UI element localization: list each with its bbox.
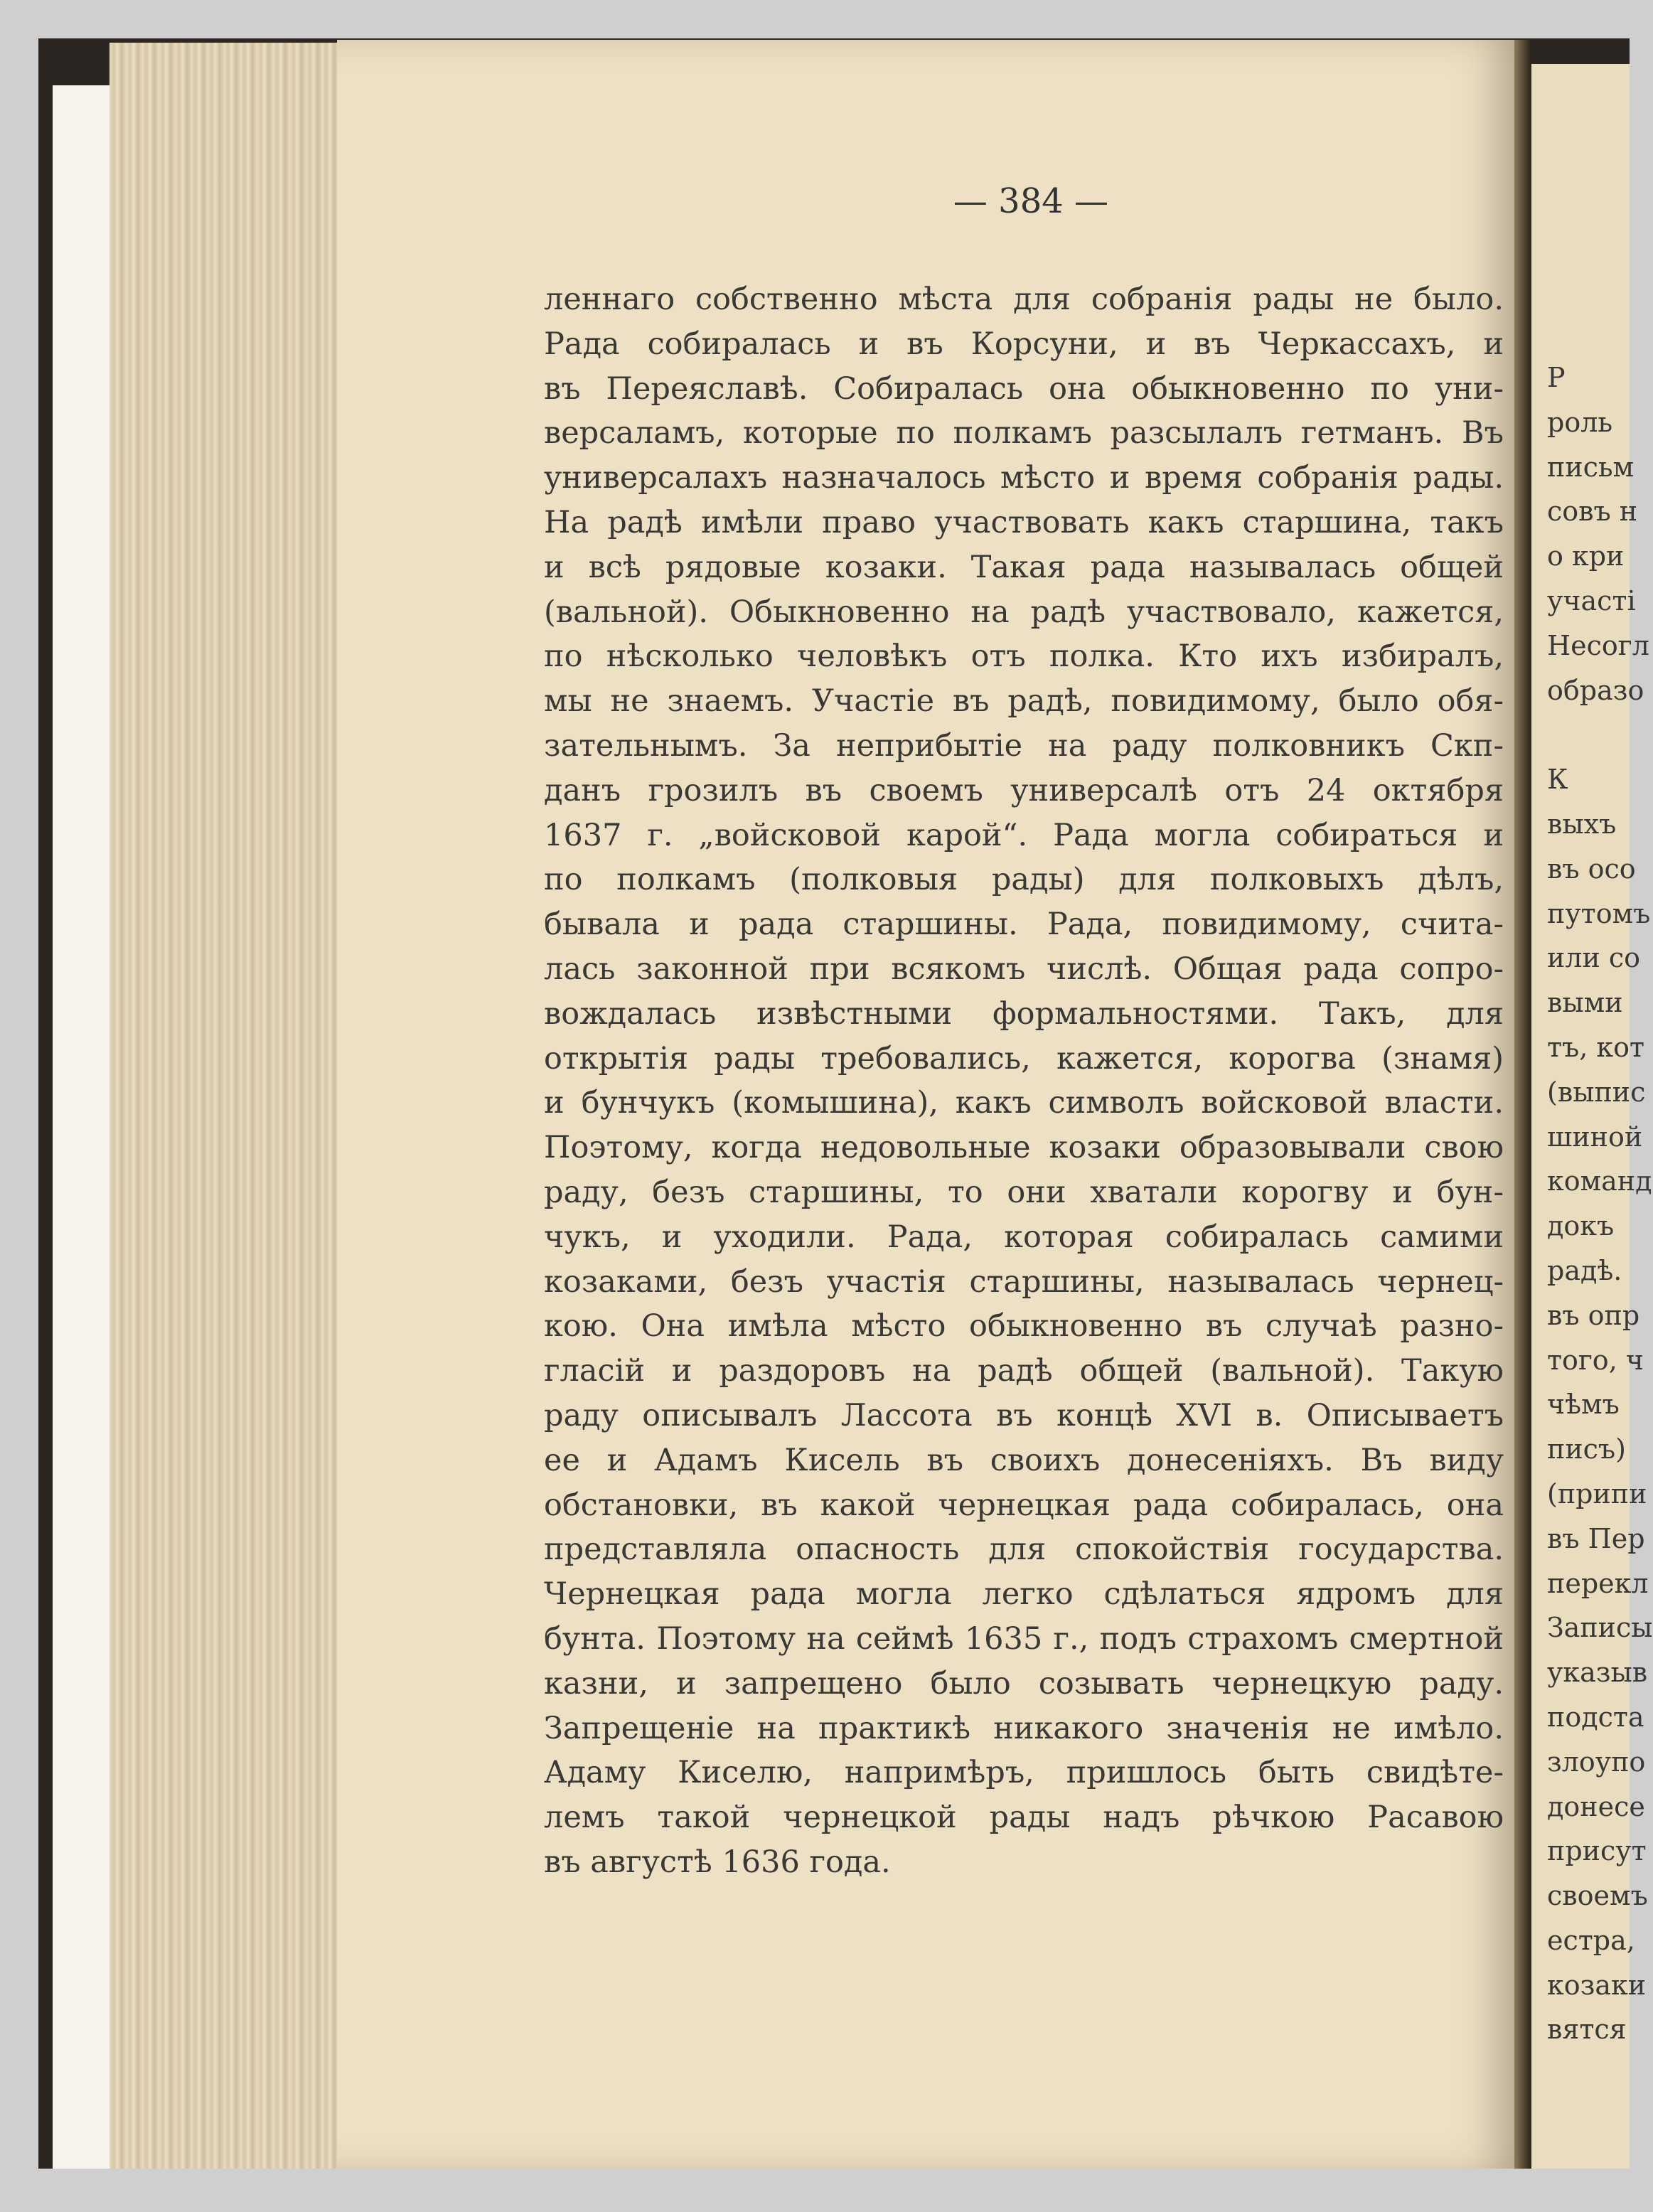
text-line: Адаму Киселю, напримѣръ, пришлось быть свидѣте- xyxy=(544,1755,1504,1791)
right-page-line: докъ xyxy=(1547,1210,1615,1242)
text-line: бывала и рада старшины. Рада, повидимому, счита- xyxy=(544,907,1504,943)
right-page-line: Р xyxy=(1547,362,1566,393)
right-page-line: въ осо xyxy=(1547,853,1636,885)
text-line: гласій и раздоровъ на радѣ общей (вальной). Такую xyxy=(544,1353,1504,1389)
text-line: Запрещеніе на практикѣ никакого значенія не имѣло. xyxy=(544,1710,1504,1746)
right-page-text xyxy=(1531,356,1653,2052)
text-line: и бунчукъ (комышина), какъ символъ войсковой власти. xyxy=(544,1085,1504,1121)
text-line: мы не знаемъ. Участіе въ радѣ, повидимому, было обя- xyxy=(544,683,1504,720)
text-line: Рада собиралась и въ Корсуни, и въ Черкассахъ, и xyxy=(544,326,1504,362)
text-line: зательнымъ. За неприбытіе на раду полковникъ Скп- xyxy=(544,727,1504,764)
text-line: казни, и запрещено было созывать чернецкую раду. xyxy=(544,1665,1504,1701)
right-page-line: участі xyxy=(1547,584,1636,616)
right-page-line: чѣмъ xyxy=(1547,1389,1620,1421)
text-line: раду, безъ старшины, то они хватали корогву и бун- xyxy=(544,1174,1504,1210)
right-page-line: Несогл xyxy=(1547,629,1649,661)
text-line: бунта. Поэтому на сеймѣ 1635 г., подъ страхомъ смертной xyxy=(544,1620,1504,1657)
right-page-line: писъ) xyxy=(1547,1433,1626,1465)
right-page-line: въ Пер xyxy=(1547,1522,1645,1554)
right-page-line xyxy=(1531,712,1653,757)
right-page-line: того, ч xyxy=(1547,1344,1644,1376)
right-page-line: совъ н xyxy=(1547,496,1638,528)
text-line: по нѣсколько человѣкъ отъ полка. Кто ихъ избиралъ, xyxy=(544,639,1504,675)
right-page-line: подста xyxy=(1547,1701,1644,1733)
right-page-line: указыв xyxy=(1547,1657,1648,1689)
page-number: — 384 — xyxy=(953,181,1109,221)
right-page-line: (припи xyxy=(1547,1478,1647,1510)
text-line: представляла опасность для спокойствія государства. xyxy=(544,1532,1504,1568)
right-page-line: донесе xyxy=(1547,1790,1645,1822)
book-gutter xyxy=(1514,40,1531,2169)
text-line: (вальной). Обыкновенно на радѣ участвовало, кажется, xyxy=(544,594,1504,630)
text-line: леннаго собственно мѣста для собранія рады не было. xyxy=(544,282,1504,317)
text-line: въ августѣ 1636 года. xyxy=(544,1844,891,1880)
text-line: и всѣ рядовые козаки. Такая рада называлась общей xyxy=(544,549,1504,585)
page-stack-edge xyxy=(53,85,109,2169)
text-line: козаками, безъ участія старшины, называлась чернец- xyxy=(544,1263,1504,1300)
right-page-line: своемъ xyxy=(1547,1880,1648,1912)
text-line: данъ грозилъ въ своемъ универсалѣ отъ 24 октября xyxy=(544,772,1504,808)
right-page-line: Записы xyxy=(1547,1612,1653,1644)
right-page-line: злоупо xyxy=(1547,1746,1646,1778)
text-line: Чернецкая рада могла легко сдѣлаться ядромъ для xyxy=(544,1576,1504,1613)
right-page-line: выхъ xyxy=(1547,808,1617,840)
text-line: 1637 г. „войсковой карой“. Рада могла собираться и xyxy=(544,817,1504,853)
right-page-line: (выпис xyxy=(1547,1076,1646,1108)
text-line: универсалахъ назначалось мѣсто и время собранія рады. xyxy=(544,460,1504,496)
right-page-line: тъ, кот xyxy=(1547,1031,1645,1063)
page-edges xyxy=(109,43,337,2169)
right-page-line: вятся xyxy=(1547,2014,1627,2046)
right-page-line: радѣ. xyxy=(1547,1254,1622,1286)
text-line: ее и Адамъ Кисель въ своихъ донесеніяхъ. Въ виду xyxy=(544,1442,1504,1478)
text-line: лась законной при всякомъ числѣ. Общая рада сопро- xyxy=(544,951,1504,987)
right-page-line: присут xyxy=(1547,1835,1647,1867)
right-page xyxy=(1531,64,1653,2169)
text-line: лемъ такой чернецкой рады надъ рѣчкою Расавою xyxy=(544,1800,1504,1836)
right-page-line: или со xyxy=(1547,942,1641,974)
text-line: обстановки, въ какой чернецкая рада собиралась, она xyxy=(544,1487,1504,1523)
text-line: раду описывалъ Лассота въ концѣ XVI в. Описываетъ xyxy=(544,1397,1504,1433)
right-page-line: путомъ xyxy=(1547,897,1651,929)
right-page-line: К xyxy=(1547,764,1568,796)
text-line: открытія рады требовались, кажется, корогва (знамя) xyxy=(544,1040,1504,1076)
right-page-line: роль xyxy=(1547,406,1613,438)
text-line: въ Переяславѣ. Собиралась она обыкновенно по уни- xyxy=(544,370,1504,407)
text-line: версаламъ, которые по полкамъ разсылалъ гетманъ. Въ xyxy=(544,415,1504,452)
right-page-line: письм xyxy=(1547,451,1635,483)
right-page-line: перекл xyxy=(1547,1567,1649,1599)
right-page-line: шиной xyxy=(1547,1121,1643,1153)
right-page-line: команд xyxy=(1547,1165,1652,1197)
text-line: кою. Она имѣла мѣсто обыкновенно въ случаѣ разно- xyxy=(544,1308,1504,1345)
right-page-line: выми xyxy=(1547,987,1623,1019)
text-line: по полкамъ (полковыя рады) для полковыхъ дѣлъ, xyxy=(544,862,1504,898)
body-text xyxy=(544,277,1504,1885)
right-page-line: образо xyxy=(1547,674,1644,706)
right-page-line: естра, xyxy=(1547,1924,1635,1956)
right-page-line: о кри xyxy=(1547,540,1625,572)
right-page-line: козаки xyxy=(1547,1969,1647,2001)
text-line: чукъ, и уходили. Рада, которая собиралась самими xyxy=(544,1219,1504,1255)
text-line: На радѣ имѣли право участвовать какъ старшина, такъ xyxy=(544,504,1504,540)
text-line: Поэтому, когда недовольные козаки образовывали свою xyxy=(544,1130,1504,1166)
text-line: вождалась извѣстными формальностями. Такъ, для xyxy=(544,995,1504,1032)
right-page-line: въ опр xyxy=(1547,1299,1640,1331)
